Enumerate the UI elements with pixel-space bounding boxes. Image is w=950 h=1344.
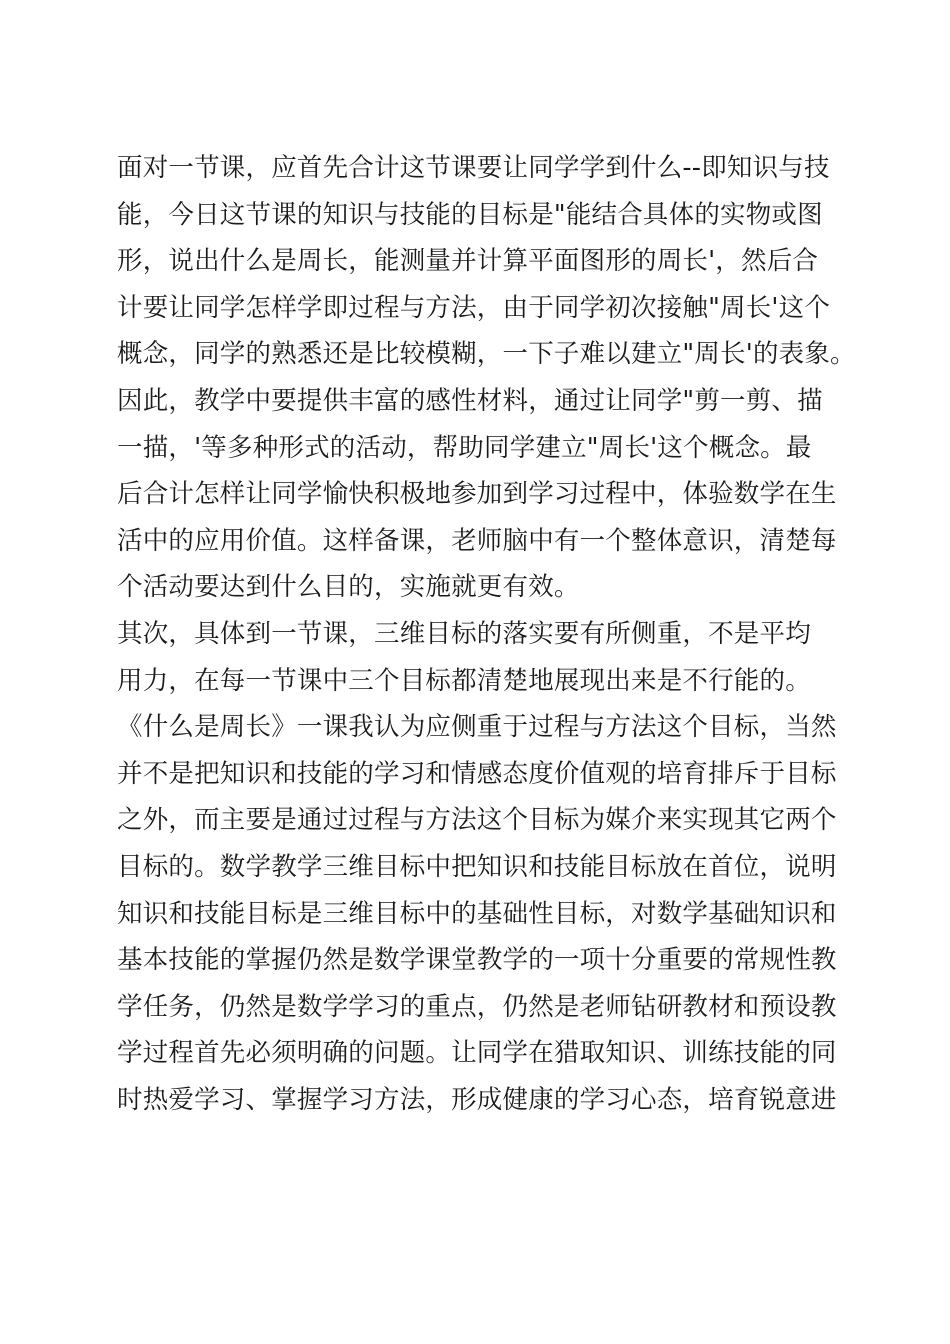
text-line: 后合计怎样让同学愉快积极地参加到学习过程中，体验数学在生 xyxy=(117,479,837,510)
text-line: 知识和技能目标是三维目标中的基础性目标，对数学基础知识和 xyxy=(117,898,837,929)
text-line: 个活动要达到什么目的，实施就更有效。 xyxy=(117,572,580,603)
text-line: 面对一节课，应首先合计这节课要让同学学到什么--即知识与技 xyxy=(117,153,830,183)
text-line: 《什么是周长》一课我认为应侧重于过程与方法这个目标，当然 xyxy=(117,712,837,743)
text-line: 学过程首先必须明确的问题。让同学在猎取知识、训练技能的同 xyxy=(117,1038,837,1069)
text-line: 活中的应用价值。这样备课，老师脑中有一个整体意识，清楚每 xyxy=(117,525,837,556)
text-line: 基本技能的掌握仍然是数学课堂教学的一项十分重要的常规性教 xyxy=(117,945,837,976)
text-line: 目标的。数学教学三维目标中把知识和技能目标放在首位，说明 xyxy=(117,851,837,882)
text-line: 计要让同学怎样学即过程与方法，由于同学初次接触"周长'这个 xyxy=(117,292,831,323)
text-line: 用力，在每一节课中三个目标都清楚地展现出来是不行能的。 xyxy=(117,665,811,696)
text-line: 之外，而主要是通过过程与方法这个目标为媒介来实现其它两个 xyxy=(117,805,837,836)
text-line: 能，今日这节课的知识与技能的目标是"能结合具体的实物或图 xyxy=(117,199,823,230)
text-line: 概念，同学的熟悉还是比较模糊，一下子难以建立"周长'的表象。 xyxy=(117,339,856,370)
text-line: 其次，具体到一节课，三维目标的落实要有所侧重，不是平均 xyxy=(117,618,811,649)
body-text xyxy=(117,145,947,1123)
text-line: 并不是把知识和技能的学习和情感态度价值观的培育排斥于目标 xyxy=(117,758,837,789)
text-line: 学任务，仍然是数学学习的重点，仍然是老师钻研教材和预设教 xyxy=(117,991,837,1022)
text-line: 因此，教学中要提供丰富的感性材料，通过让同学"剪一剪、描 xyxy=(117,385,823,416)
text-line: 一描，'等多种形式的活动，帮助同学建立"周长'这个概念。最 xyxy=(117,432,812,463)
text-line: 时热爱学习、掌握学习方法，形成健康的学习心态，培育锐意进 xyxy=(117,1084,837,1115)
text-line: 形，说出什么是周长，能测量并计算平面图形的周长'，然后合 xyxy=(117,246,819,277)
